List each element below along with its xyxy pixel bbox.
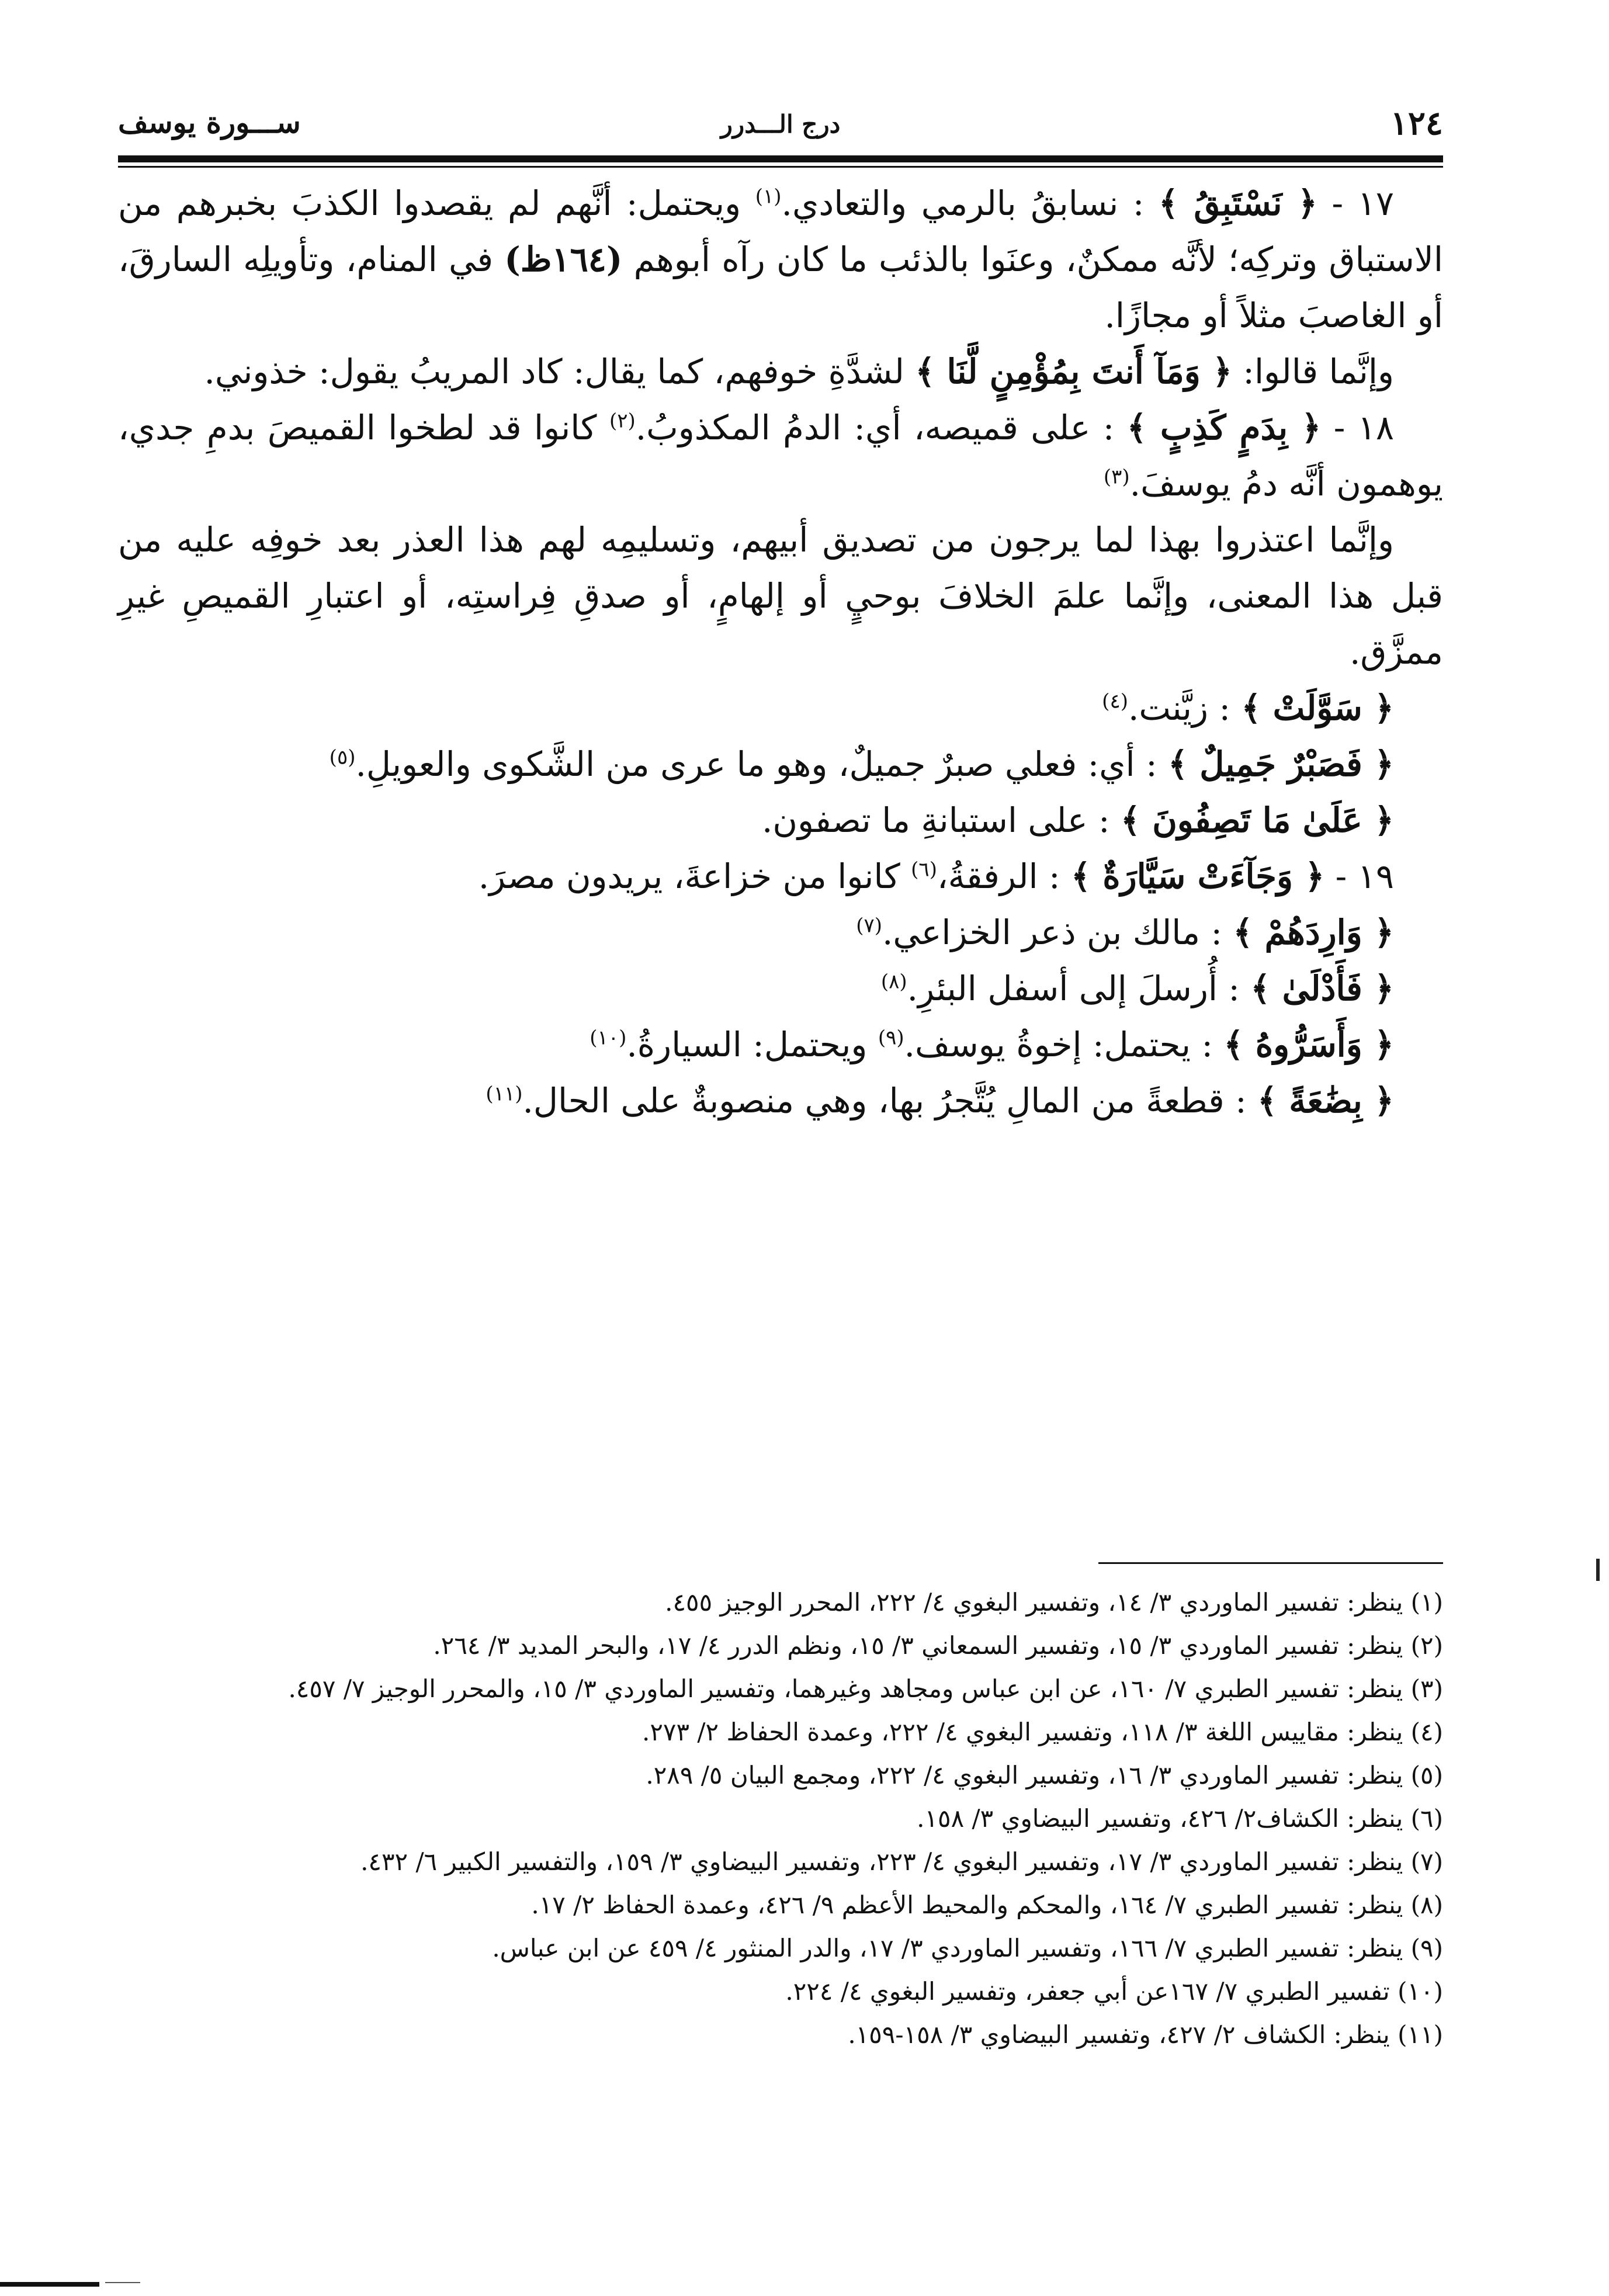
gloss-entry (118, 960, 1443, 1017)
ornate-bracket-open: ﴿ (1362, 1081, 1394, 1121)
commentary-text: : زيَّنت. (1128, 688, 1242, 728)
ornate-bracket-open: ﴿ (1362, 913, 1394, 952)
ornate-bracket-close: ﴾ (1168, 744, 1200, 784)
ornate-bracket-close: ﴾ (1250, 969, 1282, 1008)
footnote: (٤) ينظر: مقاييس اللغة ٣/ ١١٨، وتفسير البغوي ٤/ ٢٢٢، وعمدة الحفاظ ٢/ ٢٧٣. (641, 1718, 1443, 1746)
commentary-text: وإنَّما قالوا: (1232, 352, 1394, 391)
commentary-text: : على قميصه، أي: الدمُ المكذوبُ. (635, 408, 1127, 448)
quran-verse: سَوَّلَتْ (1272, 688, 1362, 728)
scan-edge-dash (105, 2282, 140, 2283)
footnote-marker: (٧) (856, 914, 882, 938)
footnote: (٥) ينظر: تفسير الماوردي ٣/ ١٦، وتفسير البغوي ٤/ ٢٢٢، ومجمع البيان ٥/ ٢٨٩. (646, 1761, 1443, 1789)
ornate-bracket-open: ﴿ (1282, 183, 1317, 223)
ornate-bracket-close: ﴾ (1223, 1025, 1256, 1064)
scan-edge-mark (0, 2282, 99, 2287)
ornate-bracket-open: ﴿ (1362, 688, 1394, 728)
quran-verse: عَلَىٰ مَا تَصِفُونَ (1152, 800, 1362, 840)
ornate-bracket-close: ﴾ (1071, 856, 1103, 896)
manuscript-folio-ref: (١٦٤ظ) (504, 240, 623, 279)
footnote: (٨) ينظر: تفسير الطبري ٧/ ١٦٤، والمحكم والمحيط الأعظم ٩/ ٤٢٦، وعمدة الحفاظ ٢/ ١٧. (531, 1891, 1443, 1919)
footnote-separator (1098, 1562, 1443, 1564)
footnote: (١١) ينظر: الكشاف ٢/ ٤٢٧، وتفسير البيضاوي ٣/ ١٥٨-١٥٩. (848, 2020, 1443, 2049)
footnote: (٩) ينظر: تفسير الطبري ٧/ ١٦٦، وتفسير الماوردي ٣/ ١٧، والدر المنثور ٤/ ٤٥٩ عن ابن عباس. (492, 1934, 1443, 1962)
quran-verse: وَارِدَهُمْ (1264, 913, 1362, 952)
footnotes (118, 1581, 1443, 2056)
verse-number: ١٧ - (1317, 183, 1394, 223)
ornate-bracket-close: ﴾ (1257, 1081, 1289, 1121)
footnote: (١٠) تفسير الطبري ٧/ ١٦٧عن أبي جعفر، وتفسير البغوي ٤/ ٢٢٤. (785, 1977, 1443, 2006)
footnote-marker: (٥) (329, 745, 356, 769)
commentary-text: : الرفقةُ، (937, 856, 1071, 896)
ornate-bracket-open: ﴿ (1293, 856, 1325, 896)
footnote-marker: (٢) (609, 409, 636, 433)
commentary-text: : نسابقُ بالرمي والتعادي. (781, 183, 1159, 223)
ornate-bracket-open: ﴿ (1200, 352, 1232, 391)
commentary-text: كانوا من خزاعةَ، يريدون مصرَ. (478, 856, 911, 896)
gloss-entry (118, 1017, 1443, 1073)
footnote: (٢) ينظر: تفسير الماوردي ٣/ ١٥، وتفسير السمعاني ٣/ ١٥، ونظم الدرر ٤/ ١٧، والبحر المديد ٣/ ٢٦٤. (433, 1631, 1443, 1660)
gloss-entry (118, 1073, 1443, 1129)
footnote: (٧) ينظر: تفسير الماوردي ٣/ ١٧، وتفسير البغوي ٤/ ٢٢٣، وتفسير البيضاوي ٣/ ١٥٩، والتفسير الكبير ٦/ ٤٣٢. (360, 1847, 1443, 1876)
paragraph-verse-17 (118, 175, 1443, 344)
commentary-text: : أُرسلَ إلى أسفل البئرِ. (907, 969, 1251, 1008)
footnote: (٣) ينظر: تفسير الطبري ٧/ ١٦٠، عن ابن عباس ومجاهد وغيرهما، وتفسير الماوردي ٣/ ١٥، والمحرر الوجيز ٧/ ٤٥٧. (288, 1674, 1443, 1703)
book-title: درج الـــدرر (720, 110, 841, 138)
commentary-text: : مالك بن ذعر الخزاعي. (882, 913, 1233, 952)
commentary-text: ويحتمل: أنَّهم لم يقصدوا الكذبَ بخبرهم من الاستباق وتركِه؛ لأنَّه ممكنٌ، وعنَوا بالذئب ما كان رآه أبوهم (118, 183, 1444, 279)
quran-verse: بِضَٰعَةً (1289, 1081, 1362, 1121)
ornate-bracket-close: ﴾ (1241, 688, 1273, 728)
header-rule (118, 155, 1443, 162)
ornate-bracket-close: ﴾ (1233, 913, 1265, 952)
verse-number: ١٨ - (1321, 408, 1394, 448)
footnote: (٦) ينظر: الكشاف٢/ ٤٢٦، وتفسير البيضاوي ٣/ ١٥٨. (917, 1804, 1443, 1833)
commentary-text: : يحتمل: إخوةُ يوسف. (904, 1025, 1224, 1064)
ornate-bracket-open: ﴿ (1362, 1025, 1394, 1064)
verse-number: ١٩ - (1324, 856, 1394, 896)
commentary-text: وإنَّما اعتذروا بهذا لما يرجون من تصديق أبيهم، وتسليمِه لهم هذا العذر بعد خوفِه عليه من قبل هذا المعنى، وإنَّما علمَ الخلافَ بوحيٍ أو إلهامٍ، أو صدقِ فِراستِه، أو اعتبارِ القميصِ غيرِ ممزَّق. (118, 520, 1443, 672)
ornate-bracket-close: ﴾ (915, 352, 947, 391)
quran-verse: بِدَمٍ كَذِبٍ (1160, 408, 1288, 448)
footnote: (١) ينظر: تفسير الماوردي ٣/ ١٤، وتفسير البغوي ٤/ ٢٢٢، المحرر الوجيز ٤٥٥. (665, 1588, 1443, 1617)
commentary-text: : على استبانةِ ما تصفون. (761, 800, 1121, 840)
gloss-entry (118, 736, 1443, 792)
ornate-bracket-open: ﴿ (1362, 800, 1394, 840)
footnote-marker: (٨) (880, 970, 907, 994)
paragraph-explanation (118, 344, 1443, 400)
quran-verse: فَأَدْلَىٰ (1282, 969, 1362, 1008)
main-text (118, 175, 1443, 1129)
commentary-text: كانوا قد لطخوا القميصَ بدمِ جدي، يوهمون أنَّه دمُ يوسفَ. (118, 408, 1443, 504)
ornate-bracket-open: ﴿ (1362, 744, 1394, 784)
quran-verse: وَأَسَرُّوهُ (1255, 1025, 1362, 1064)
quran-verse: وَجَآءَتْ سَيَّارَةٌ (1102, 856, 1294, 896)
commentary-text: في المنام، وتأويلِه السارقَ، أو الغاصبَ مثلاً أو مجازًا. (118, 240, 1443, 335)
gloss-entry (118, 792, 1443, 848)
footnote-marker: (٦) (911, 858, 937, 882)
surah-title: ســـورة يوسف (118, 105, 301, 140)
footnote-marker: (٤) (1102, 689, 1128, 713)
paragraph-verse-18 (118, 400, 1443, 512)
commentary-text: : أي: فعلي صبرٌ جميلٌ، وهو ما عرى من الشَّكوى والعويلِ. (355, 744, 1168, 784)
ornate-bracket-close: ﴾ (1126, 408, 1160, 448)
gloss-entry (118, 680, 1443, 736)
quran-verse: فَصَبْرٌ جَمِيلٌ (1199, 744, 1362, 784)
footnote-marker: (١٠) (589, 1026, 627, 1050)
ornate-bracket-close: ﴾ (1121, 800, 1153, 840)
ornate-bracket-close: ﴾ (1158, 183, 1194, 223)
running-header (118, 104, 1443, 158)
footnote-marker: (٩) (878, 1026, 904, 1050)
footnote-marker: (١١) (486, 1082, 523, 1106)
commentary-text: لشدَّةِ خوفهم، كما يقال: كاد المريبُ يقول: خذوني. (204, 352, 916, 391)
ornate-bracket-open: ﴿ (1362, 969, 1394, 1008)
header-rule-thin (118, 166, 1443, 168)
footnote-marker: (٣) (1103, 465, 1130, 489)
quran-verse: وَمَآ أَنتَ بِمُؤْمِنٍ لَّنَا (946, 352, 1201, 391)
commentary-text: ويحتمل: السيارةُ. (626, 1025, 878, 1064)
ornate-bracket-open: ﴿ (1288, 408, 1322, 448)
scan-edge-speck (1596, 1559, 1600, 1581)
quran-verse: نَسْتَبِقُ (1194, 183, 1282, 223)
commentary-text: : قطعةً من المالِ يُتَّجرُ بها، وهي منصوبةٌ على الحال. (522, 1081, 1258, 1121)
paragraph-explanation (118, 512, 1443, 680)
page-number: ١٢٤ (1390, 104, 1443, 143)
footnote-marker: (١) (755, 185, 782, 209)
gloss-entry (118, 904, 1443, 960)
gloss-entry (118, 848, 1443, 904)
